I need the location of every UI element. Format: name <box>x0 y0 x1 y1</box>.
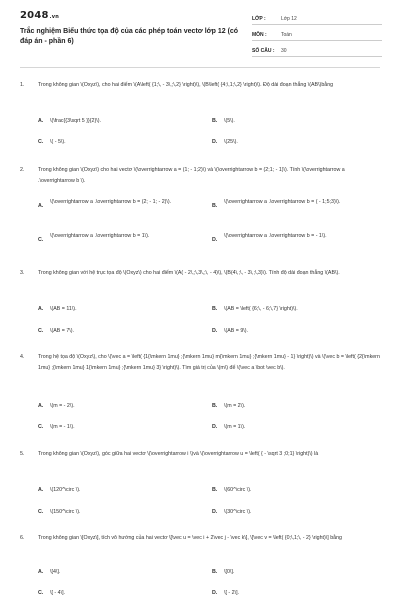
option-text: \(m = - 2\). <box>50 403 75 409</box>
option-text: \(\overrightarrow a .\overrightarrow b = - 1\). <box>224 233 327 239</box>
question-6 <box>20 533 382 544</box>
question-5 <box>20 449 382 460</box>
question-number: 1. <box>20 82 25 88</box>
question-text: Trong không gian \(Oxyz\), góc giữa hai vectơ \(\overrightarrow i \)và \(\overrightarrow u = \left( { - \sqrt 3 ;0;1} \right)\) là <box>38 451 319 457</box>
option-letter: C. <box>38 424 44 430</box>
info-row-count <box>252 45 382 57</box>
question-number: 2. <box>20 167 25 173</box>
option-c[interactable] <box>38 327 208 337</box>
option-letter: B. <box>212 403 218 409</box>
info-panel <box>252 13 382 61</box>
option-text: \(m = 2\). <box>224 403 246 409</box>
logo-suffix: .vn <box>49 14 59 20</box>
option-text: \[0\]. <box>224 569 235 575</box>
question-text: Trong không gian \(Oxyz\) cho hai vectơ \(\overrightarrow a = (1; - 1;2)\) và \(\overrightarrow b = (2;1; - 1)\). Tính \(\overrightarrow a .\overrightarrow b \). <box>38 167 345 184</box>
option-d[interactable] <box>212 508 382 518</box>
option-text: \(5\). <box>224 118 235 124</box>
option-text: \(30^\circ \). <box>224 509 252 515</box>
option-letter: C. <box>38 328 44 334</box>
option-b[interactable] <box>212 198 382 216</box>
option-letter: B. <box>212 306 218 312</box>
option-letter: C. <box>38 237 44 243</box>
option-text: \[ - 2\]. <box>224 590 240 596</box>
question-number: 5. <box>20 451 25 457</box>
option-text: \(AB = 9\). <box>224 328 248 334</box>
page-title: Trắc nghiệm Biểu thức tọa độ của các phép toán vectơ lớp 12 (có đáp án - phần 6) <box>20 28 239 45</box>
option-c[interactable] <box>38 138 208 148</box>
option-a[interactable] <box>38 305 208 315</box>
option-text: \[4\]. <box>50 569 61 575</box>
option-text: \(AB = \left( {6;\, - 6;\,7} \right)\). <box>224 306 298 312</box>
info-value: Lớp 12 <box>281 16 297 22</box>
option-c[interactable] <box>38 508 208 518</box>
option-letter: C. <box>38 590 44 596</box>
info-label: MÔN : <box>252 32 267 38</box>
option-a[interactable] <box>38 402 208 412</box>
option-text: \[ - 4\]. <box>50 590 66 596</box>
option-letter: A. <box>38 203 44 209</box>
option-a[interactable] <box>38 486 208 496</box>
option-text: \(150^\circ \). <box>50 509 81 515</box>
option-text: \(m = - 1\). <box>50 424 75 430</box>
info-value: Toán <box>281 32 292 38</box>
option-letter: B. <box>212 569 218 575</box>
option-text: \(AB = 7\). <box>50 328 74 334</box>
option-text: \(\overrightarrow a .\overrightarrow b = ( - 1;5;3)\). <box>224 199 341 205</box>
site-logo[interactable] <box>20 10 59 21</box>
question-4 <box>20 352 382 373</box>
option-c[interactable] <box>38 232 208 250</box>
option-letter: A. <box>38 569 44 575</box>
info-row-subject <box>252 29 382 41</box>
question-2 <box>20 165 382 186</box>
option-d[interactable] <box>212 232 382 250</box>
question-text: Trong hệ tọa độ \(Oxyz\), cho \(\vec a = \left( {1{\mkern 1mu} ;{\mkern 1mu} m{\mkern 1mu} ;{\mkern 1mu} - 1} \right)\) và \(\vec b = \left( {2{\mkern 1mu} ;{\mkern 1mu} 1{\mkern 1mu} ;{\mkern 1mu} 3} \right)\). Tìm giá trị của \(m\) để \(\vec a \bot \vec b\). <box>38 354 380 371</box>
option-c[interactable] <box>38 423 208 433</box>
option-text: \(\overrightarrow a .\overrightarrow b = (2; - 1; - 2)\). <box>50 199 172 205</box>
option-letter: C. <box>38 509 44 515</box>
info-label: SỐ CÂU : <box>252 48 275 54</box>
option-c[interactable] <box>38 589 208 599</box>
option-b[interactable] <box>212 568 382 578</box>
option-a[interactable] <box>38 198 208 216</box>
option-b[interactable] <box>212 402 382 412</box>
question-number: 6. <box>20 535 25 541</box>
page-header <box>0 0 400 60</box>
header-divider <box>20 67 380 68</box>
option-letter: B. <box>212 203 218 209</box>
option-b[interactable] <box>212 305 382 315</box>
question-number: 4. <box>20 354 25 360</box>
option-letter: D. <box>212 424 218 430</box>
option-text: \(\overrightarrow a .\overrightarrow b = 1\). <box>50 233 150 239</box>
option-letter: D. <box>212 237 218 243</box>
option-d[interactable] <box>212 423 382 433</box>
option-letter: D. <box>212 139 218 145</box>
option-a[interactable] <box>38 117 208 127</box>
question-text: Trong không gian với hệ trục tọa độ \(Oxyz\) cho hai điểm \(A( - 2\,;\,3\,;\, - 4)\), \(B(4\,;\, - 3\,;\,3)\). Tính độ dài đoạn thẳng \(AB\). <box>38 270 340 276</box>
option-text: \(60^\circ \). <box>224 487 252 493</box>
option-letter: A. <box>38 487 44 493</box>
option-letter: B. <box>212 487 218 493</box>
option-letter: A. <box>38 118 44 124</box>
option-letter: D. <box>212 590 218 596</box>
option-letter: D. <box>212 509 218 515</box>
option-b[interactable] <box>212 486 382 496</box>
question-text: Trong không gian \[Oxyz\], tích vô hướng của hai vectơ \[\vec u = \vec i + 2\vec j - \vec k\], \[\vec v = \left( {0;\,1;\, - 2} \right)\] bằng <box>38 535 342 541</box>
info-row-class <box>252 13 382 25</box>
question-number: 3. <box>20 270 25 276</box>
option-letter: D. <box>212 328 218 334</box>
option-text: \(m = 1\). <box>224 424 246 430</box>
option-text: \(25\). <box>224 139 238 145</box>
option-d[interactable] <box>212 327 382 337</box>
option-letter: A. <box>38 403 44 409</box>
option-letter: A. <box>38 306 44 312</box>
option-d[interactable] <box>212 589 382 599</box>
option-letter: C. <box>38 139 44 145</box>
option-letter: B. <box>212 118 218 124</box>
option-text: \(AB = 11\). <box>50 306 77 312</box>
question-text: Trong không gian \(Oxyz\), cho hai điểm \(A\left( {1;\, - 3\,;\,2} \right)\), \(B\left( {4;\,1;\,2} \right)\). Độ dài đoạn thẳng \(AB\)bằng <box>38 82 334 88</box>
option-text: \(120^\circ \). <box>50 487 81 493</box>
option-b[interactable] <box>212 117 382 127</box>
option-text: \( - 5\). <box>50 139 66 145</box>
option-d[interactable] <box>212 138 382 148</box>
info-label: LỚP : <box>252 16 266 22</box>
question-1 <box>20 80 382 91</box>
info-value: 30 <box>281 48 287 54</box>
option-text: \(\frac{{3\sqrt 5 }}{2}\). <box>50 118 101 124</box>
logo-text: 2048 <box>20 10 49 21</box>
option-a[interactable] <box>38 568 208 578</box>
question-3 <box>20 268 382 279</box>
